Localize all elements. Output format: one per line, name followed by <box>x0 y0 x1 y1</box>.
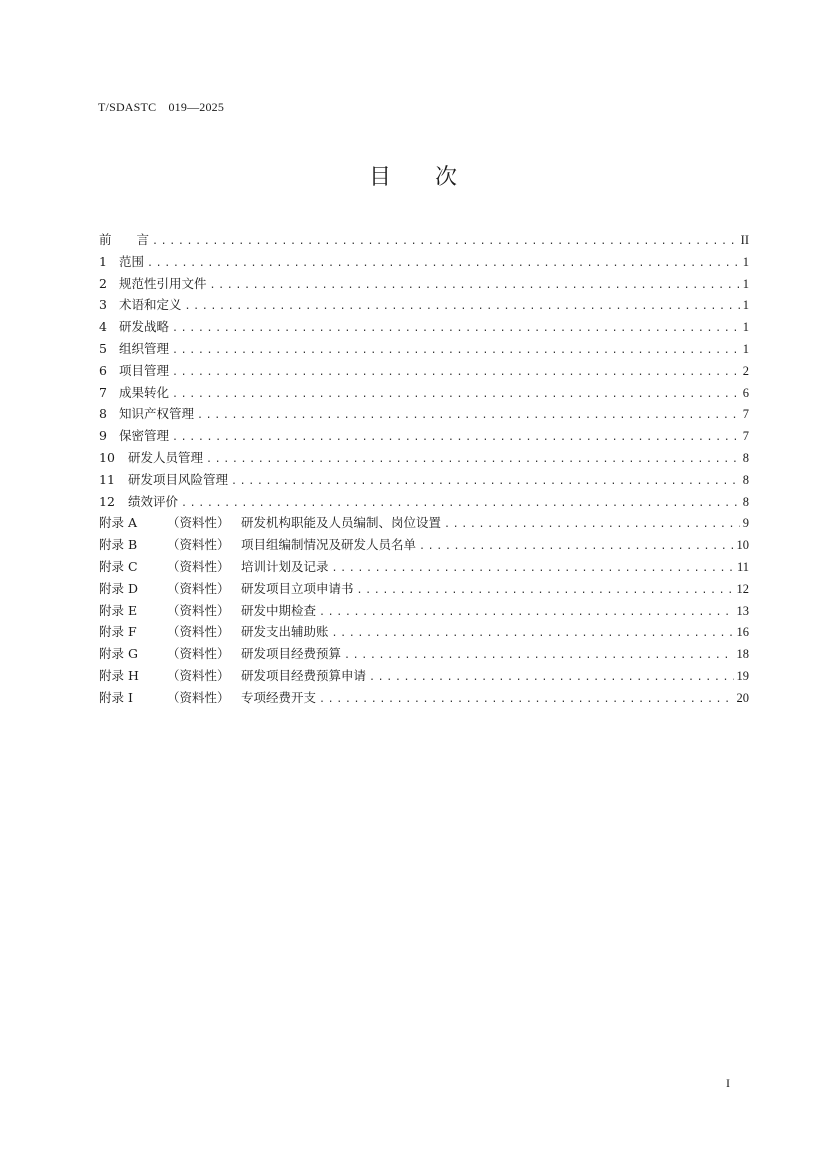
toc-entry-number: 11 <box>99 471 115 487</box>
toc-entry-label: 范围 <box>119 253 145 269</box>
toc-entry-label: 绩效评价 <box>128 493 179 509</box>
toc-entry-number: 附录 I <box>99 689 133 705</box>
toc-entry-note: （资料性） <box>167 515 230 531</box>
toc-entry-page: 10 <box>736 538 749 553</box>
toc-entry-label: 研发人员管理 <box>128 449 204 465</box>
toc-entry[interactable] <box>99 447 749 469</box>
toc-entry-page: 1 <box>742 320 749 335</box>
toc-entry-label: 研发中期检查 <box>241 602 317 618</box>
toc-entry-number: 附录 D <box>99 580 138 596</box>
toc-entry[interactable] <box>99 578 749 600</box>
toc-entry-label: 培训计划及记录 <box>241 558 329 574</box>
toc-entry[interactable] <box>99 403 749 425</box>
toc-entry[interactable] <box>99 491 749 513</box>
toc-entry-label: 前 言 <box>99 232 150 247</box>
toc-entry-page: II <box>740 233 749 247</box>
toc-entry-note: （资料性） <box>167 646 230 662</box>
toc-entry-label: 研发支出辅助账 <box>241 624 329 640</box>
toc-entry-number: 附录 B <box>99 537 138 553</box>
toc-entry-page: 6 <box>742 385 749 400</box>
toc-entry-label: 知识产权管理 <box>119 406 195 422</box>
toc-entry-page: 8 <box>742 450 749 465</box>
toc-entry-label: 组织管理 <box>119 340 170 356</box>
toc-dot-leader <box>172 340 740 360</box>
toc-entry-page: 18 <box>736 647 749 662</box>
toc-entry[interactable] <box>99 316 749 338</box>
toc-entry-label: 成果转化 <box>119 384 170 400</box>
toc-entry[interactable] <box>99 251 749 273</box>
toc-entry-number: 附录 H <box>99 667 139 683</box>
toc-entry[interactable] <box>99 600 749 622</box>
toc-entry-page: 19 <box>736 668 749 683</box>
toc-dot-leader <box>206 449 740 469</box>
toc-entry-number: 9 <box>99 428 107 444</box>
toc-entry-label: 研发项目经费预算 <box>241 646 342 662</box>
toc-entry-number: 12 <box>99 493 115 509</box>
toc-dot-leader <box>152 231 738 251</box>
toc-entry-number: 4 <box>99 319 107 335</box>
toc-entry[interactable] <box>99 621 749 643</box>
toc-entry-number: 附录 A <box>99 515 138 531</box>
toc-entry-number: 6 <box>99 362 107 378</box>
table-of-contents <box>99 229 749 709</box>
toc-dot-leader <box>185 296 740 316</box>
toc-entry[interactable] <box>99 273 749 295</box>
page-title: 目次 <box>368 165 501 190</box>
toc-dot-leader <box>332 558 734 578</box>
toc-entry-note: （资料性） <box>167 689 230 705</box>
toc-entry-label: 研发战略 <box>119 319 170 335</box>
toc-entry-page: 20 <box>736 690 749 705</box>
toc-entry-page: 1 <box>742 298 749 313</box>
toc-entry-label: 项目管理 <box>119 362 170 378</box>
toc-dot-leader <box>172 318 740 338</box>
toc-entry-number: 7 <box>99 384 107 400</box>
toc-entry-note: （资料性） <box>167 667 230 683</box>
toc-entry-number: 附录 F <box>99 624 137 640</box>
toc-entry-number: 2 <box>99 275 107 291</box>
toc-entry-label: 研发项目立项申请书 <box>241 580 354 596</box>
toc-dot-leader <box>357 580 734 600</box>
toc-entry-page: 2 <box>742 363 749 378</box>
toc-entry-number: 8 <box>99 406 107 422</box>
toc-entry[interactable] <box>99 338 749 360</box>
toc-dot-leader <box>319 602 733 622</box>
toc-dot-leader <box>210 275 740 295</box>
toc-entry-page: 11 <box>736 559 749 574</box>
toc-entry[interactable] <box>99 556 749 578</box>
toc-entry-number: 附录 C <box>99 558 138 574</box>
toc-entry-note: （资料性） <box>167 558 230 574</box>
toc-entry-page: 13 <box>736 603 749 618</box>
toc-entry-number: 1 <box>99 253 107 269</box>
toc-entry-label: 保密管理 <box>119 428 170 444</box>
toc-entry[interactable] <box>99 512 749 534</box>
toc-entry-number: 5 <box>99 340 107 356</box>
toc-entry[interactable] <box>99 534 749 556</box>
toc-entry-page: 7 <box>742 407 749 422</box>
toc-entry[interactable] <box>99 687 749 709</box>
toc-entry-page: 8 <box>742 472 749 487</box>
toc-entry-label: 专项经费开支 <box>241 689 317 705</box>
toc-entry[interactable] <box>99 665 749 687</box>
toc-entry-label: 术语和定义 <box>119 297 182 313</box>
toc-entry-label: 研发项目风险管理 <box>128 471 229 487</box>
toc-dot-leader <box>181 493 740 513</box>
toc-entry[interactable] <box>99 469 749 491</box>
toc-dot-leader <box>172 427 740 447</box>
toc-entry-note: （资料性） <box>167 580 230 596</box>
toc-dot-leader <box>332 623 734 643</box>
toc-dot-leader <box>172 362 740 382</box>
toc-entry-note: （资料性） <box>167 537 230 553</box>
document-code: T/SDASTC 019—2025 <box>98 100 225 114</box>
toc-dot-leader <box>147 253 740 273</box>
page-number: I <box>726 1076 730 1090</box>
toc-entry[interactable] <box>99 229 749 251</box>
toc-entry-number: 附录 E <box>99 602 138 618</box>
toc-entry-number: 附录 G <box>99 646 138 662</box>
toc-dot-leader <box>197 405 740 425</box>
toc-dot-leader <box>344 645 733 665</box>
toc-dot-leader <box>231 471 740 491</box>
toc-entry[interactable] <box>99 294 749 316</box>
toc-entry[interactable] <box>99 360 749 382</box>
toc-entry[interactable] <box>99 425 749 447</box>
toc-entry-label: 项目组编制情况及研发人员名单 <box>241 537 417 553</box>
toc-entry[interactable] <box>99 643 749 665</box>
toc-entry-label: 研发机构职能及人员编制、岗位设置 <box>241 515 442 531</box>
toc-entry-note: （资料性） <box>167 602 230 618</box>
toc-entry-label: 规范性引用文件 <box>119 275 207 291</box>
toc-dot-leader <box>444 514 740 534</box>
toc-dot-leader <box>172 384 740 404</box>
toc-entry-page: 7 <box>742 429 749 444</box>
toc-entry-page: 9 <box>742 516 749 531</box>
toc-entry-page: 1 <box>742 341 749 356</box>
toc-entry-page: 1 <box>742 254 749 269</box>
toc-entry[interactable] <box>99 382 749 404</box>
toc-entry-page: 12 <box>736 581 749 596</box>
toc-entry-page: 16 <box>736 625 749 640</box>
toc-dot-leader <box>419 536 733 556</box>
toc-entry-label: 研发项目经费预算申请 <box>241 667 367 683</box>
toc-entry-number: 10 <box>99 449 115 465</box>
toc-entry-number: 3 <box>99 297 107 313</box>
toc-dot-leader <box>369 667 733 687</box>
toc-entry-page: 1 <box>742 276 749 291</box>
toc-entry-note: （资料性） <box>167 624 230 640</box>
toc-entry-page: 8 <box>742 494 749 509</box>
toc-dot-leader <box>319 689 733 709</box>
